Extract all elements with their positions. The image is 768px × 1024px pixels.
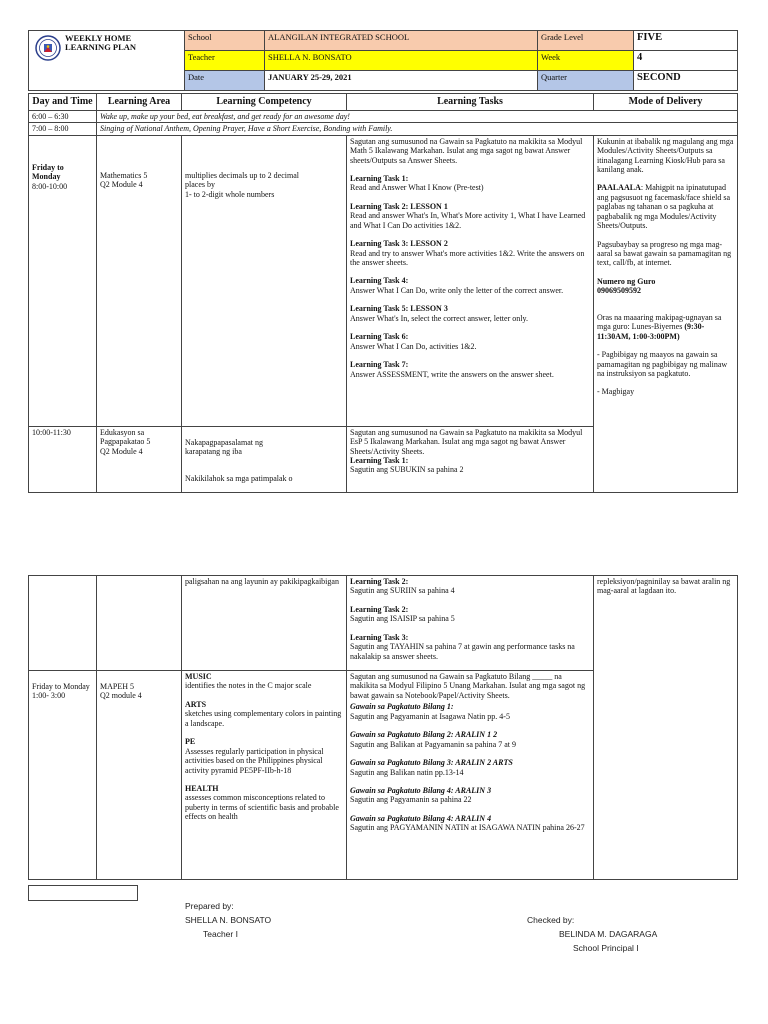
date-value: JANUARY 25-29, 2021 xyxy=(265,71,538,91)
column-header-row xyxy=(29,94,738,111)
col-learning-area: Learning Area xyxy=(97,94,182,111)
task-label: Learning Task 5: LESSON 3 xyxy=(350,304,448,314)
task-label: Learning Task 2: xyxy=(350,577,409,586)
routine-row xyxy=(29,123,738,135)
learning-task xyxy=(350,577,590,596)
week-value: 4 xyxy=(634,51,738,71)
learning-task xyxy=(350,239,590,267)
math-competency-line: multiplies decimals up to 2 decimal xyxy=(185,170,299,180)
math-module: Q2 Module 4 xyxy=(100,180,143,190)
delivery-cell xyxy=(594,135,738,492)
routine-row xyxy=(29,110,738,122)
math-competency-line: places by xyxy=(185,180,215,190)
col-competency: Learning Competency xyxy=(182,94,347,111)
delivery-p7: - Magbigay xyxy=(597,387,635,397)
math-time: 8:00-10:00 xyxy=(32,181,68,191)
learning-task xyxy=(350,605,590,624)
delivery-continued: repleksiyon/pagninilay sa bawat aralin ng mag-aaral at lagdaan ito. xyxy=(594,576,738,880)
task-text: Sagutin ang ISAISIP sa pahina 5 xyxy=(350,614,455,624)
learning-task xyxy=(350,758,590,777)
competency-label: HEALTH xyxy=(185,783,219,793)
esp-area-cell xyxy=(97,426,182,492)
mapeh-competency xyxy=(185,784,343,822)
prepared-by-name: SHELLA N. BONSATO xyxy=(185,915,272,925)
esp-area-line: Q2 Module 4 xyxy=(100,446,143,456)
esp-area-line: Edukasyon sa xyxy=(100,427,145,437)
esp-time: 10:00-11:30 xyxy=(29,426,97,492)
task-label: Learning Task 3: LESSON 2 xyxy=(350,239,448,249)
delivery-p5-text: Oras na maaaring makipag-ugnayan sa mga guro: Lunes-Biyernes xyxy=(597,312,722,332)
learning-task xyxy=(350,786,590,805)
mapeh-day-cell xyxy=(29,671,97,880)
mapeh-tasks-intro: Sagutan ang sumusunod na Gawain sa Pagkatuto Bilang _____ na makikita sa Modyul Filipino 5 Unang Markahan. Isulat ang mga sagot ng bawat gawain sa Notebook/Papel/Activity Sheets. xyxy=(350,672,586,700)
esp-area-line: Pagpapakatao 5 xyxy=(100,437,151,447)
teacher-label: Teacher xyxy=(185,51,265,71)
competency-label: ARTS xyxy=(185,699,207,709)
mapeh-area: MAPEH 5 xyxy=(100,682,135,691)
plan-table-page1 xyxy=(28,93,738,493)
esp-continued-row xyxy=(29,576,738,671)
task-label: Gawain sa Pagkatuto Bilang 4: ARALIN 3 xyxy=(350,785,492,795)
esp-tasks-cell xyxy=(347,426,594,492)
quarter-value: SECOND xyxy=(634,71,738,91)
routine-time: 7:00 – 8:00 xyxy=(29,123,97,135)
teacher-number-label: Numero ng Guro xyxy=(597,276,656,286)
learning-task xyxy=(350,304,590,323)
task-text: Answer What I Can Do, activities 1&2. xyxy=(350,341,477,351)
task-text: Sagutin ang Pagyamanin sa pahina 22 xyxy=(350,795,472,805)
esp-competency-continued: paligsahan na ang layunin ay pakikipagkaibigan xyxy=(182,576,347,671)
mapeh-area-cell xyxy=(97,671,182,880)
delivery-p2-label: PAALAALA xyxy=(597,183,641,193)
delivery-p6: - Pagbibigay ng maayos na gawain sa pamamagitan ng pagbibigay ng malinaw na instruksiyon sa pagkatuto. xyxy=(597,350,728,378)
competency-text: identifies the notes in the C major scale xyxy=(185,681,312,691)
math-competency-cell xyxy=(182,135,347,426)
week-label: Week xyxy=(538,51,634,71)
empty-cell xyxy=(97,576,182,671)
competency-text: assesses common misconceptions related to puberty in terms of scientific basis and probable effects on health xyxy=(185,793,339,822)
competency-label: PE xyxy=(185,737,196,747)
learning-task xyxy=(350,202,590,230)
task-label: Learning Task 4: xyxy=(350,276,409,286)
task-text: Read and try to answer What's more activities 1&2. Write the answers on the answer sheets. xyxy=(350,248,585,268)
task-text: Answer What I Can Do, write only the letter of the correct answer. xyxy=(350,285,564,295)
learning-task xyxy=(350,174,590,193)
school-value: ALANGILAN INTEGRATED SCHOOL xyxy=(265,31,538,51)
school-label: School xyxy=(185,31,265,51)
mapeh-competency xyxy=(185,737,343,775)
delivery-p5-hours: (9:30-11:30AM, 1:00-3:00PM) xyxy=(597,322,705,341)
task-label: Learning Task 6: xyxy=(350,332,409,342)
task-text: Sagutin ang TAYAHIN sa pahina 7 at gawin ang performance tasks na nakalakip sa answer sheets. xyxy=(350,642,575,661)
math-area-cell xyxy=(97,135,182,426)
teacher-number-value: 09069509592 xyxy=(597,286,641,296)
task-text: Answer What's In, select the correct answer, letter only. xyxy=(350,313,528,323)
task-label: Learning Task 3: xyxy=(350,632,409,642)
mapeh-competency xyxy=(185,672,343,691)
col-tasks: Learning Tasks xyxy=(347,94,594,111)
learning-task xyxy=(350,276,590,295)
learning-task xyxy=(350,360,590,379)
empty-cell xyxy=(29,576,97,671)
esp-competency-line: Nakikilahok sa mga patimpalak o xyxy=(185,473,293,483)
esp-tasks-continued xyxy=(347,576,594,671)
quarter-label: Quarter xyxy=(538,71,634,91)
col-delivery: Mode of Delivery xyxy=(594,94,738,111)
routine-text: Singing of National Anthem, Opening Prayer, Have a Short Exercise, Bonding with Family. xyxy=(97,123,738,135)
competency-text: sketches using complementary colors in painting a landscape. xyxy=(185,709,342,728)
mapeh-competency xyxy=(185,700,343,728)
header-table xyxy=(28,30,738,91)
task-label: Learning Task 2: LESSON 1 xyxy=(350,201,448,211)
plan-table-page2 xyxy=(28,575,738,880)
grade-value: FIVE xyxy=(634,31,738,51)
prepared-by-label: Prepared by: xyxy=(185,901,234,911)
routine-text: Wake up, make up your bed, eat breakfast, and get ready for an awesome day! xyxy=(97,110,738,122)
blank-signature-box xyxy=(28,885,138,901)
task-label: Learning Task 1: xyxy=(350,173,409,183)
mapeh-module: Q2 module 4 xyxy=(100,691,142,701)
task-label: Gawain sa Pagkatuto Bilang 2: ARALIN 1 2 xyxy=(350,730,498,740)
mapeh-day: Friday to Monday xyxy=(32,682,90,691)
mapeh-time: 1:00- 3:00 xyxy=(32,691,66,701)
task-text: Sagutin ang Pagyamanin at Isagawa Natin pp. 4-5 xyxy=(350,711,510,721)
math-competency-line: 1- to 2-digit whole numbers xyxy=(185,189,275,199)
learning-task xyxy=(350,702,590,721)
title-cell xyxy=(29,31,185,91)
task-label: Learning Task 7: xyxy=(350,360,409,370)
checked-by-title: School Principal I xyxy=(573,943,639,953)
esp-competency-line: Nakapagpapasalamat ng xyxy=(185,437,263,447)
checked-by-name: BELINDA M. DAGARAGA xyxy=(559,929,658,939)
learning-task xyxy=(350,730,590,749)
esp-competency-line: karapatang ng iba xyxy=(185,447,242,457)
delivery-p1: Kukunin at ibabalik ng magulang ang mga Modules/Activity Sheets/Outputs sa itinalagang Learning Kiosk/Hub para sa kanilang anak. xyxy=(597,136,734,174)
esp-competency-cell xyxy=(182,426,347,492)
delivery-p4 xyxy=(597,277,734,296)
esp-tasks-intro: Sagutan ang sumusunod na Gawain sa Pagkatuto na makikita sa Modyul EsP 5 Ikalawang Markahan. Isulat ang mga sagot ng bawat Answer Sheets/Activity Sheets. xyxy=(350,427,583,456)
task-label: Learning Task 1: xyxy=(350,455,409,465)
task-text: Sagutin ang SURIIN sa pahina 4 xyxy=(350,586,455,596)
checked-by-label: Checked by: xyxy=(527,915,575,925)
deped-seal-icon xyxy=(35,35,61,61)
task-text: Read and Answer What I Know (Pre-test) xyxy=(350,183,484,193)
math-day: Friday to Monday xyxy=(32,162,64,182)
delivery-p3: Pagsubaybay sa progreso ng mga mag-aaral sa bawat gawain sa pamamagitan ng text, call/fb, at internet. xyxy=(597,239,732,268)
task-label: Gawain sa Pagkatuto Bilang 3: ARALIN 2 ARTS xyxy=(350,758,513,768)
task-text: Sagutin ang Balikan at Pagyamanin sa pahina 7 at 9 xyxy=(350,739,516,749)
delivery-p2 xyxy=(597,183,734,230)
teacher-value: SHELLA N. BONSATO xyxy=(265,51,538,71)
col-day-time: Day and Time xyxy=(29,94,97,111)
learning-task xyxy=(350,633,590,661)
math-day-cell xyxy=(29,135,97,426)
plan-title-line1: WEEKLY HOME xyxy=(65,33,132,43)
grade-label: Grade Level xyxy=(538,31,634,51)
routine-time: 6:00 – 6:30 xyxy=(29,110,97,122)
date-label: Date xyxy=(185,71,265,91)
task-text: Read and answer What's In, What's More activity 1, What I have Learned and What I Can Do activities 1&2. xyxy=(350,211,586,230)
learning-task xyxy=(350,332,590,351)
mapeh-competency-cell xyxy=(182,671,347,880)
math-row xyxy=(29,135,738,426)
task-label: Gawain sa Pagkatuto Bilang 1: xyxy=(350,702,454,712)
math-tasks-cell xyxy=(347,135,594,426)
competency-label: MUSIC xyxy=(185,672,212,681)
delivery-p5 xyxy=(597,313,734,341)
task-label: Learning Task 2: xyxy=(350,604,409,614)
task-text: Sagutin ang PAGYAMANIN NATIN at ISAGAWA NATIN pahina 26-27 xyxy=(350,823,585,833)
prepared-by-title: Teacher I xyxy=(203,929,238,939)
task-label: Gawain sa Pagkatuto Bilang 4: ARALIN 4 xyxy=(350,813,492,823)
mapeh-tasks-cell xyxy=(347,671,594,880)
task-text: Sagutin ang SUBUKIN sa pahina 2 xyxy=(350,465,464,475)
task-text: Answer ASSESSMENT, write the answers on the answer sheet. xyxy=(350,369,554,379)
learning-task xyxy=(350,814,590,833)
delivery-p2-text: : Mahigpit na ipinatutupad ang pagsusuot ng facemask/face shield sa paglabas ng tahanan o sa pagkuha at pagbabalik ng mga Modules/Activity Sheets/Outputs. xyxy=(597,183,731,231)
math-area: Mathematics 5 xyxy=(100,170,148,180)
plan-title-line2: LEARNING PLAN xyxy=(65,42,137,53)
math-tasks-intro: Sagutan ang sumusunod na Gawain sa Pagkatuto na makikita sa Modyul Math 5 Ikalawang Markahan. Isulat ang mga sagot ng bawat Answer sheets/Outputs sa Answer Sheets. xyxy=(350,136,583,165)
competency-text: Assesses regularly participation in physical activities based on the Philippines physical activity pyramid PE5PF-IIb-h-18 xyxy=(185,746,324,775)
task-text: Sagutin ang Balikan natin pp.13-14 xyxy=(350,767,464,777)
